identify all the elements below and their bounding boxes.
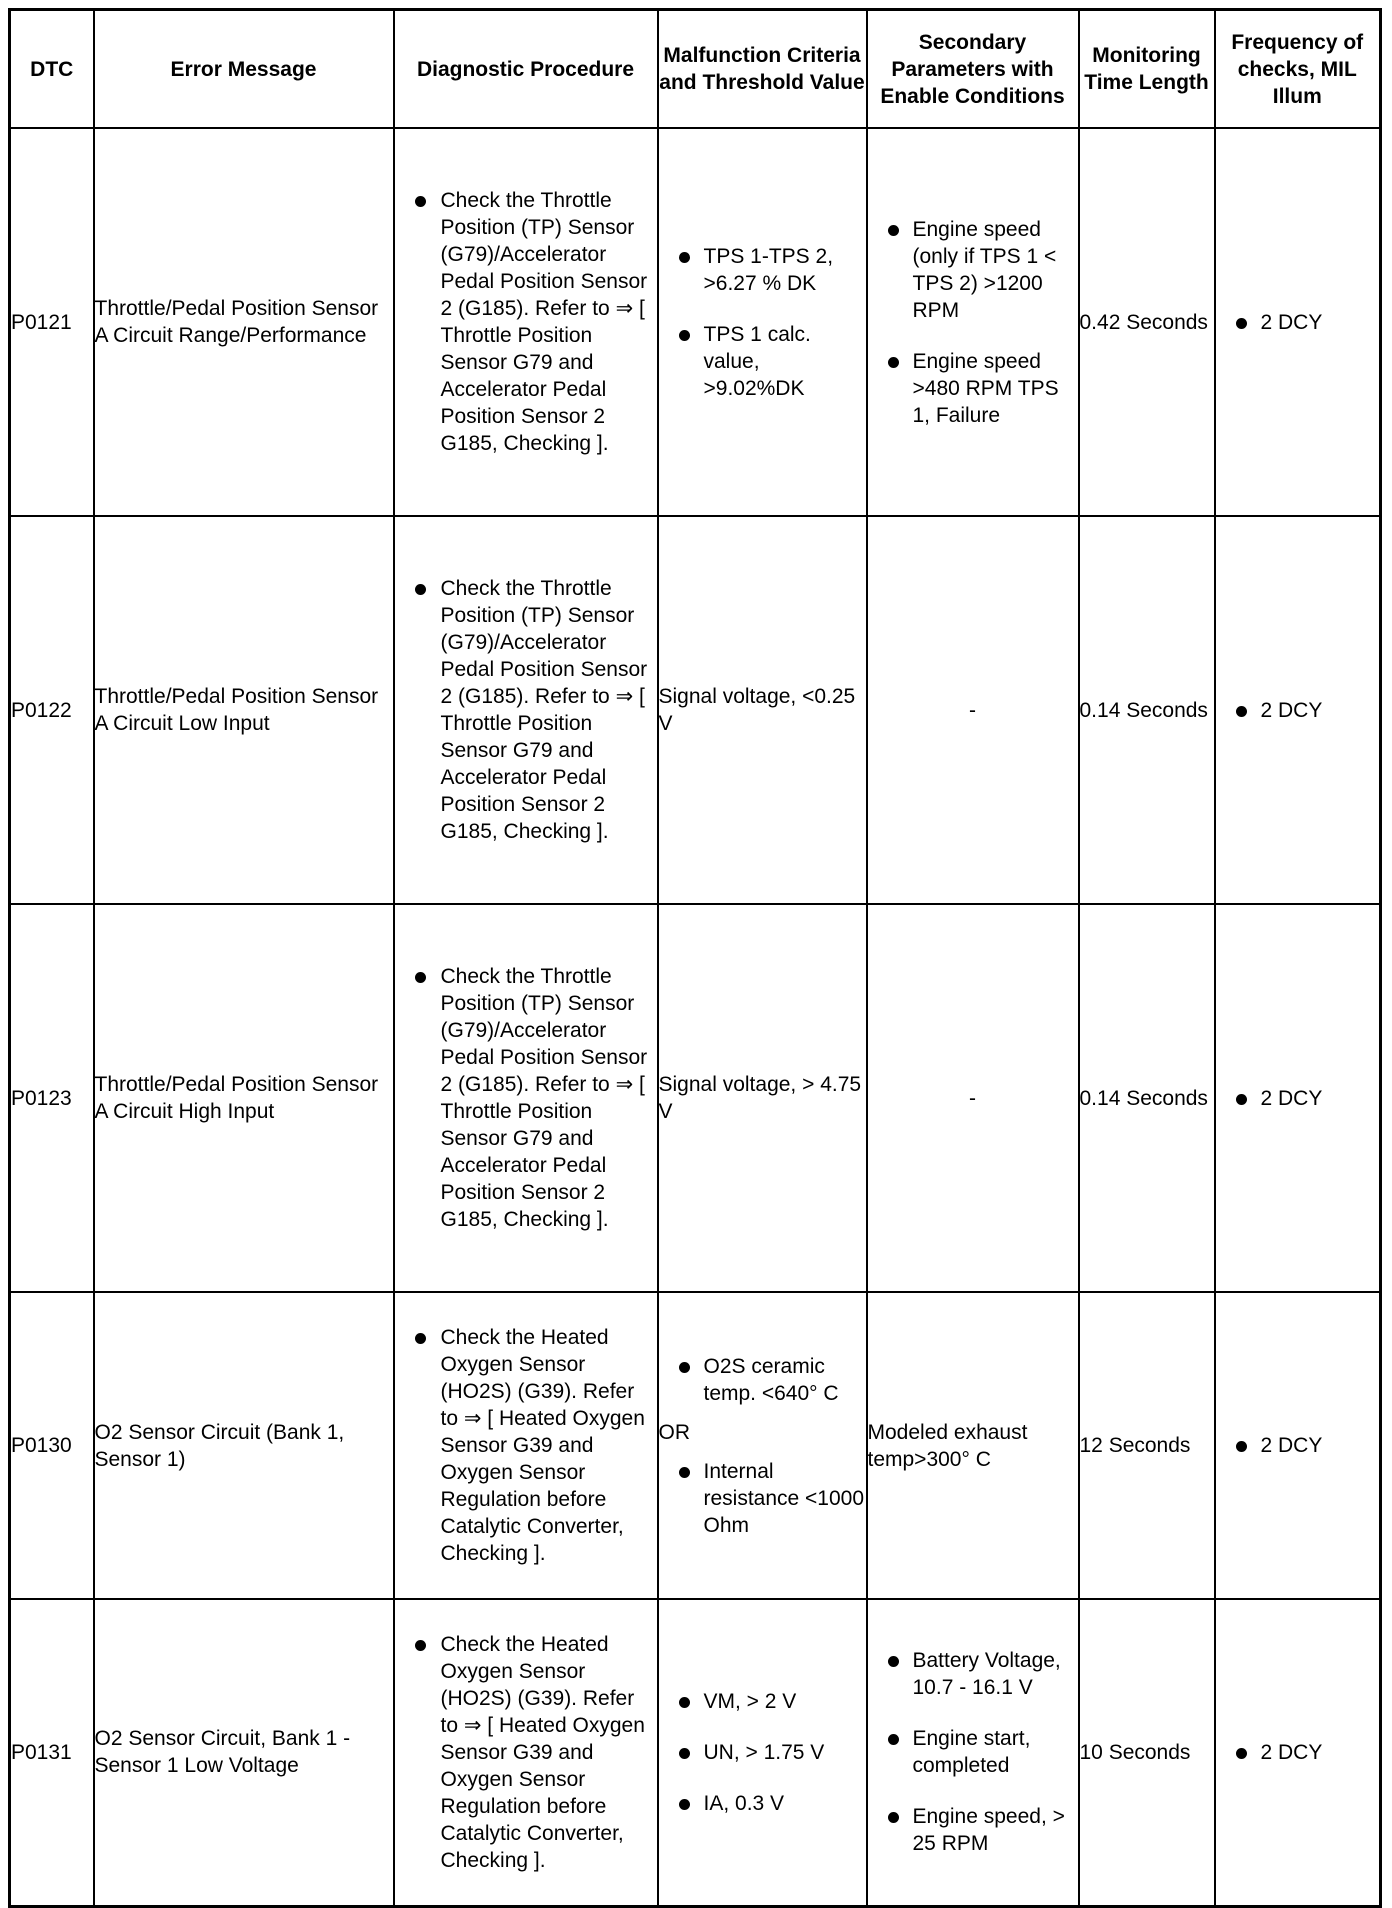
- criteria-item: VM, > 2 V: [659, 1688, 866, 1715]
- header-monitoring-time: Monitoring Time Length: [1079, 10, 1215, 129]
- frequency: [1215, 128, 1381, 516]
- diagnostic-procedure: [394, 516, 658, 904]
- diagnostic-procedure: [394, 1292, 658, 1599]
- monitoring-time: 0.14 Seconds: [1079, 516, 1215, 904]
- header-row: [10, 10, 1381, 129]
- dtc-code: P0131: [10, 1599, 94, 1906]
- dtc-code: P0130: [10, 1292, 94, 1599]
- secondary-parameters: Modeled exhaust temp>300° C: [867, 1292, 1079, 1599]
- criteria-item: O2S ceramic temp. <640° C: [659, 1353, 866, 1407]
- procedure-item: Check the Throttle Position (TP) Sensor (G79)/Accelerator Pedal Position Sensor 2 (G185). Refer to ⇒ [ Throttle Position Sensor G79 and Accelerator Pedal Position Sensor 2 G185, Checking ].: [395, 963, 657, 1233]
- frequency: [1215, 1292, 1381, 1599]
- header-secondary-parameters: Secondary Parameters with Enable Conditions: [867, 10, 1079, 129]
- frequency-item: 2 DCY: [1216, 697, 1380, 724]
- diagnostic-procedure: [394, 1599, 658, 1906]
- frequency: [1215, 904, 1381, 1292]
- criteria-item: IA, 0.3 V: [659, 1790, 866, 1817]
- parameter-item: Engine start, completed: [868, 1725, 1078, 1779]
- header-frequency: Frequency of checks, MIL Illum: [1215, 10, 1381, 129]
- error-message: Throttle/Pedal Position Sensor A Circuit High Input: [94, 904, 394, 1292]
- table-row: [10, 1292, 1381, 1599]
- malfunction-criteria: [658, 128, 867, 516]
- error-message: O2 Sensor Circuit, Bank 1 - Sensor 1 Low Voltage: [94, 1599, 394, 1906]
- frequency-item: 2 DCY: [1216, 1085, 1380, 1112]
- dtc-code: P0121: [10, 128, 94, 516]
- diagnostic-procedure: [394, 904, 658, 1292]
- header-dtc: DTC: [10, 10, 94, 129]
- dtc-code: P0122: [10, 516, 94, 904]
- frequency: [1215, 1599, 1381, 1906]
- procedure-item: Check the Heated Oxygen Sensor (HO2S) (G39). Refer to ⇒ [ Heated Oxygen Sensor G39 and Oxygen Sensor Regulation before Catalytic Converter, Checking ].: [395, 1324, 657, 1567]
- monitoring-time: 0.42 Seconds: [1079, 128, 1215, 516]
- parameter-item: Engine speed, > 25 RPM: [868, 1803, 1078, 1857]
- secondary-parameters: [867, 128, 1079, 516]
- frequency-item: 2 DCY: [1216, 309, 1380, 336]
- frequency: [1215, 516, 1381, 904]
- secondary-parameters: -: [867, 904, 1079, 1292]
- parameter-item: Engine speed >480 RPM TPS 1, Failure: [868, 348, 1078, 429]
- procedure-item: Check the Heated Oxygen Sensor (HO2S) (G39). Refer to ⇒ [ Heated Oxygen Sensor G39 and Oxygen Sensor Regulation before Catalytic Converter, Checking ].: [395, 1631, 657, 1874]
- table-row: [10, 516, 1381, 904]
- malfunction-criteria: Signal voltage, > 4.75 V: [658, 904, 867, 1292]
- error-message: O2 Sensor Circuit (Bank 1, Sensor 1): [94, 1292, 394, 1599]
- parameter-item: Battery Voltage, 10.7 - 16.1 V: [868, 1647, 1078, 1701]
- table-row: [10, 1599, 1381, 1906]
- diagnostic-procedure: [394, 128, 658, 516]
- header-diagnostic-procedure: Diagnostic Procedure: [394, 10, 658, 129]
- secondary-parameters: -: [867, 516, 1079, 904]
- error-message: Throttle/Pedal Position Sensor A Circuit Low Input: [94, 516, 394, 904]
- parameter-item: Engine speed (only if TPS 1 < TPS 2) >1200 RPM: [868, 216, 1078, 324]
- criteria-item: TPS 1-TPS 2, >6.27 % DK: [659, 243, 866, 297]
- error-message: Throttle/Pedal Position Sensor A Circuit Range/Performance: [94, 128, 394, 516]
- monitoring-time: 10 Seconds: [1079, 1599, 1215, 1906]
- monitoring-time: 0.14 Seconds: [1079, 904, 1215, 1292]
- header-malfunction-criteria: Malfunction Criteria and Threshold Value: [658, 10, 867, 129]
- header-error-message: Error Message: [94, 10, 394, 129]
- table-row: [10, 128, 1381, 516]
- secondary-parameters: [867, 1599, 1079, 1906]
- malfunction-criteria: [658, 1292, 867, 1599]
- criteria-item: Internal resistance <1000 Ohm: [659, 1458, 866, 1539]
- criteria-item: UN, > 1.75 V: [659, 1739, 866, 1766]
- malfunction-criteria: [658, 1599, 867, 1906]
- dtc-code: P0123: [10, 904, 94, 1292]
- procedure-item: Check the Throttle Position (TP) Sensor (G79)/Accelerator Pedal Position Sensor 2 (G185). Refer to ⇒ [ Throttle Position Sensor G79 and Accelerator Pedal Position Sensor 2 G185, Checking ].: [395, 575, 657, 845]
- criteria-item: TPS 1 calc. value, >9.02%DK: [659, 321, 866, 402]
- table-row: [10, 904, 1381, 1292]
- monitoring-time: 12 Seconds: [1079, 1292, 1215, 1599]
- frequency-item: 2 DCY: [1216, 1739, 1380, 1766]
- frequency-item: 2 DCY: [1216, 1432, 1380, 1459]
- dtc-table: [8, 8, 1382, 1908]
- criteria-or: OR: [658, 1420, 690, 1444]
- procedure-item: Check the Throttle Position (TP) Sensor (G79)/Accelerator Pedal Position Sensor 2 (G185). Refer to ⇒ [ Throttle Position Sensor G79 and Accelerator Pedal Position Sensor 2 G185, Checking ].: [395, 187, 657, 457]
- malfunction-criteria: Signal voltage, <0.25 V: [658, 516, 867, 904]
